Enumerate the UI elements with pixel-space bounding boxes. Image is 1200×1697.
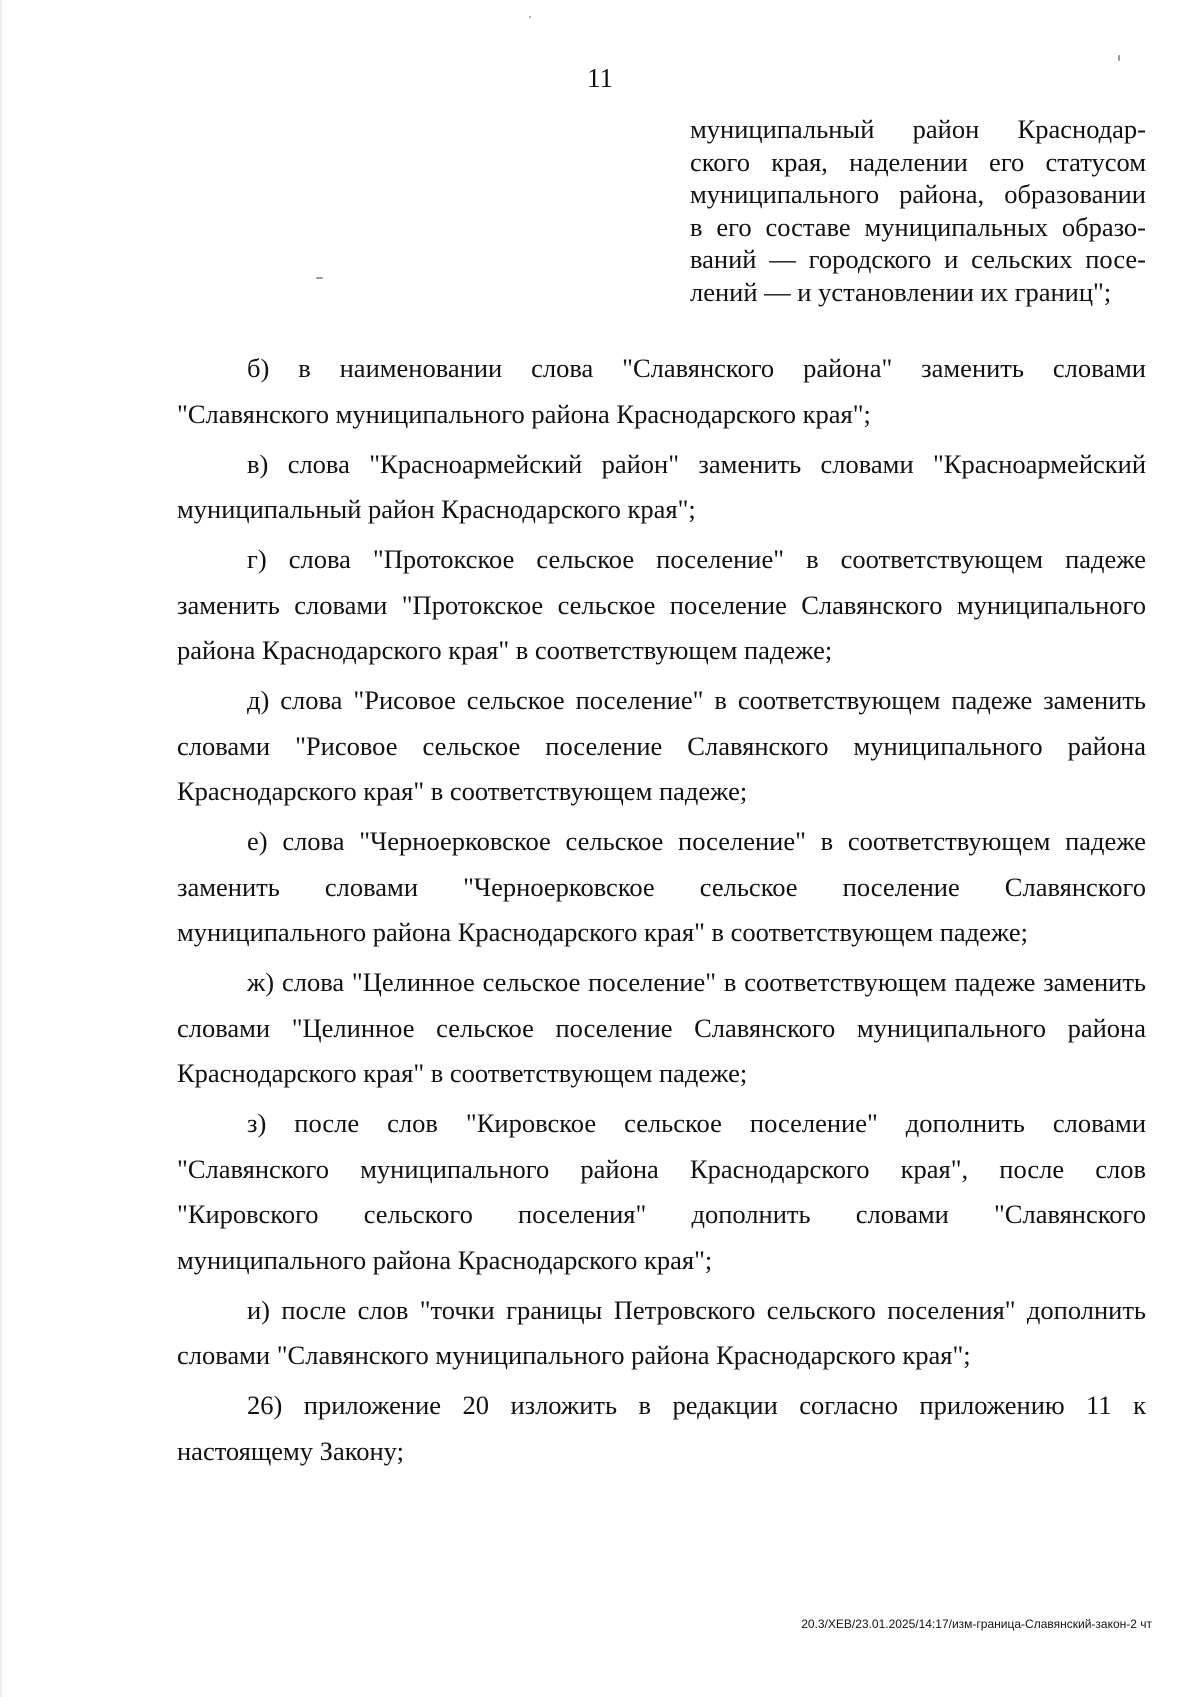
quote-line: ского края, наделении его статусом	[690, 146, 1146, 177]
scan-speck	[316, 277, 323, 279]
quote-line: в его составе муниципальных образо-	[690, 211, 1146, 242]
item-26: 26) приложение 20 изложить в редакции согласно приложению 11 к настоящему Закону;	[177, 1390, 1146, 1466]
quote-line: муниципального района, образовании	[690, 179, 1146, 209]
amendment-b: б) в наименовании слова "Славянского района" заменить словами "Славянского муниципального района Краснодарского края";	[177, 353, 1146, 429]
page-number: 11	[587, 63, 613, 93]
amendment-z: з) после слов "Кировское сельское поселение" дополнить словами "Славянского муниципального района Краснодарского края", после слов "Кировского сельского поселения" дополнить словами "Славянского муниципального района Краснодарского края";	[177, 1108, 1146, 1275]
amendment-i: и) после слов "точки границы Петровского сельского поселения" дополнить словами "Славянского муниципального района Краснодарского края";	[177, 1294, 1146, 1370]
amendment-zh: ж) слова "Целинное сельское поселение" в соответствующем падеже заменить словами "Целинное сельское поселение Славянского муниципального района Краснодарского края" в соответствующем падеже;	[177, 967, 1146, 1088]
quote-line: лений — и установлении их границ";	[690, 276, 1112, 307]
amendment-e: е) слова "Черноерковское сельское поселение" в соответствующем падеже заменить словами "Черноерковское сельское поселение Славянского муниципального района Краснодарского края" в соответствующем падеже;	[177, 826, 1146, 947]
quote-line: муниципальный район Краснодар-	[690, 114, 1146, 144]
amendment-d: д) слова "Рисовое сельское поселение" в соответствующем падеже заменить словами "Рисовое сельское поселение Славянского муниципального района Краснодарского края" в соответствующем падеже;	[177, 685, 1146, 806]
quoted-title-continuation	[690, 113, 1146, 308]
amendment-g: г) слова "Протокское сельское поселение" в соответствующем падеже заменить словами "Протокское сельское поселение Славянского муниципального района Краснодарского края" в соответствующем падеже;	[177, 544, 1146, 665]
scan-speck	[529, 16, 531, 18]
scan-speck	[1118, 55, 1120, 61]
scan-edge-shadow	[0, 0, 3, 1697]
amendment-v: в) слова "Красноармейский район" заменить словами "Красноармейский муниципальный район Краснодарского края";	[177, 448, 1146, 524]
document-code-footer: 20.3/ХЕВ/23.01.2025/14:17/изм-граница-Славянский-закон-2 чт	[801, 1617, 1152, 1631]
quote-line: ваний — городского и сельских посе-	[690, 244, 1146, 274]
amendments-list	[177, 346, 1146, 1479]
